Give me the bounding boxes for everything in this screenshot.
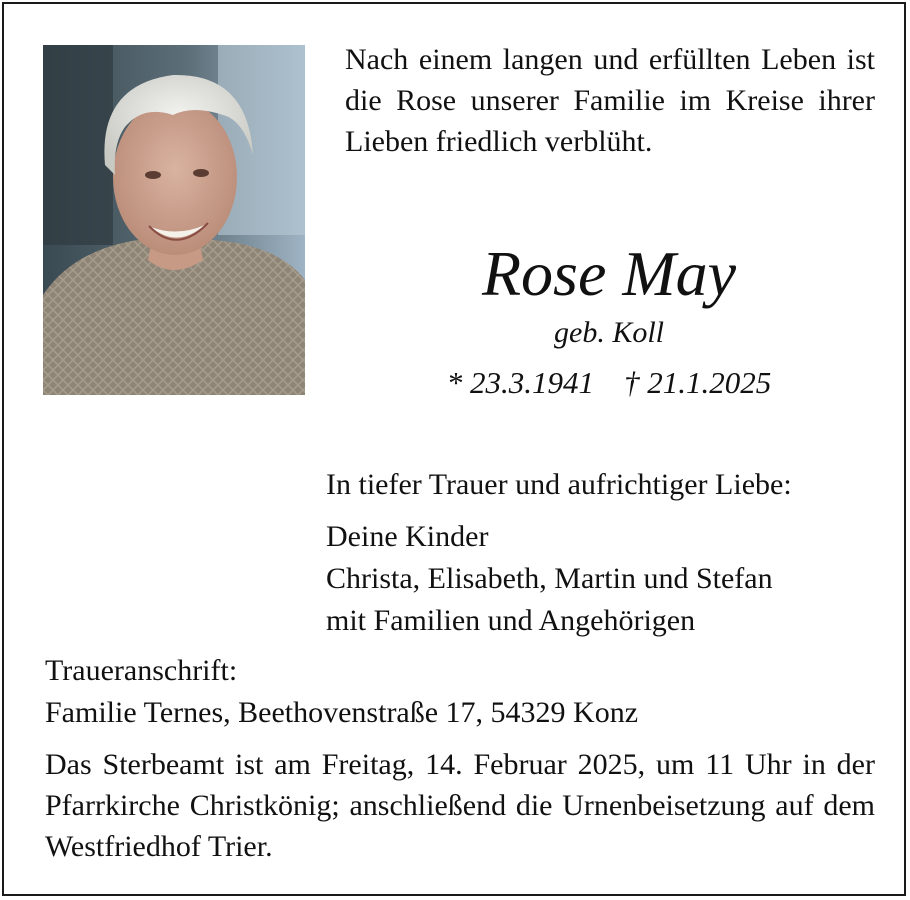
deceased-name: Rose May xyxy=(481,238,737,309)
portrait-photo xyxy=(43,45,305,395)
death-date: † 21.1.2025 xyxy=(624,365,772,400)
intro-text: Nach einem langen und erfüllten Leben ist die Rose unserer Familie im Kreise ihrer Lieben friedlich verblüht. xyxy=(345,43,875,158)
obituary-frame xyxy=(2,2,906,896)
family-line: Christa, Elisabeth, Martin und Stefan xyxy=(326,562,773,595)
address-block xyxy=(45,650,638,734)
service-text: Das Sterbeamt ist am Freitag, 14. Februar 2025, um 11 Uhr in der Pfarrkirche Christkönig; anschließend die Urnenbeisetzung auf dem Westfriedhof Trier. xyxy=(45,748,875,863)
life-dates xyxy=(344,363,874,403)
birth-date: * 23.3.1941 xyxy=(446,365,594,400)
maiden-name: geb. Koll xyxy=(554,316,664,349)
family-line: Deine Kinder xyxy=(326,520,489,553)
family-block xyxy=(326,516,773,642)
address-label: Traueranschrift: xyxy=(45,654,238,687)
family-line: mit Familien und Angehörigen xyxy=(326,604,696,637)
portrait-image xyxy=(43,45,305,395)
mourning-line: In tiefer Trauer und aufrichtiger Liebe: xyxy=(326,468,792,501)
address-text: Familie Ternes, Beethovenstraße 17, 54329 Konz xyxy=(45,696,639,729)
